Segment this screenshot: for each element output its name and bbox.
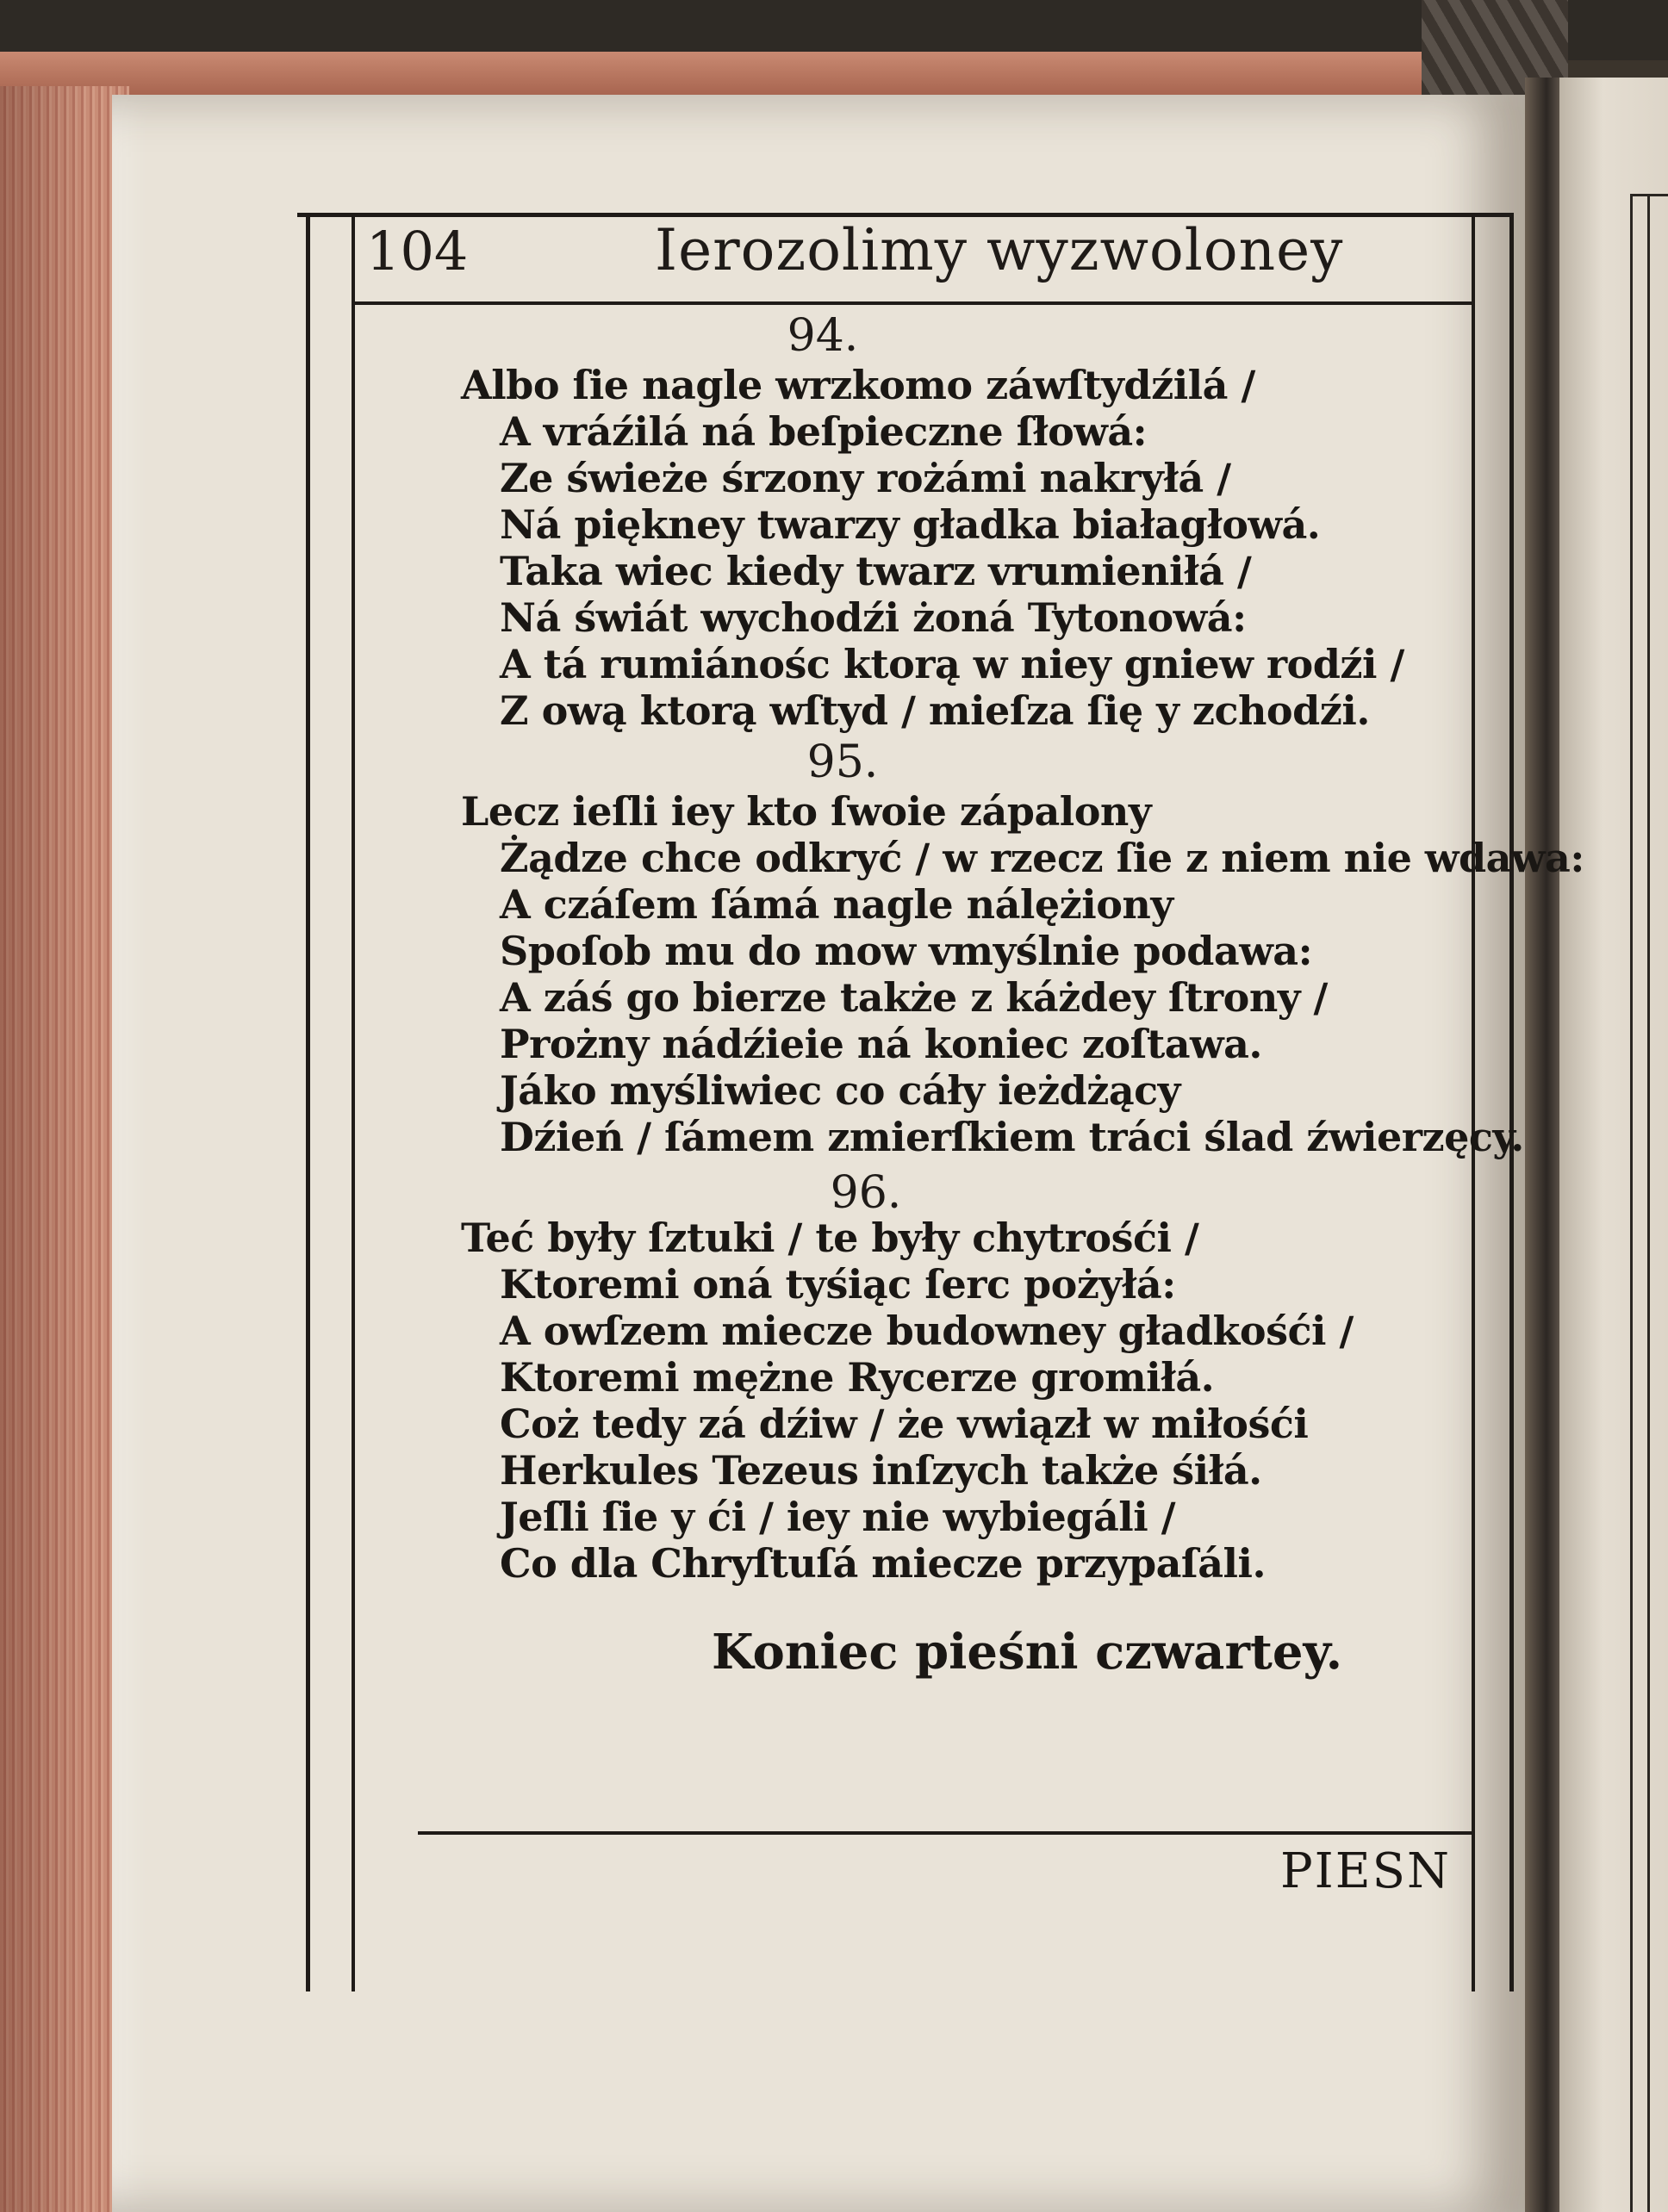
verse-line: A záś go bierze także z káżdey ſtrony /	[500, 974, 1328, 1021]
verse-line: A owſzem miecze budowney gładkośći /	[500, 1308, 1354, 1354]
verse-line: Ná piękney twarzy gładka białagłowá.	[500, 501, 1321, 548]
verse-line: Ktoremi oná tyśiąc ſerc pożyłá:	[500, 1261, 1176, 1308]
right-outer-rule	[1509, 213, 1514, 1991]
verse-line: Teć były ſztuki / te były chytrośći /	[461, 1215, 1199, 1261]
bottom-rule	[418, 1831, 1473, 1835]
verse-line: Herkules Tezeus inſzych także śiłá.	[500, 1447, 1262, 1494]
catchword: PIESN	[1280, 1843, 1452, 1899]
verse-line: Jeſli ſie y ći / iey nie wybiegáli /	[500, 1494, 1176, 1540]
stanza-number: 94.	[787, 310, 859, 362]
verse-line: Dźień / ſámem zmierſkiem tráci ślad źwierzęcy.	[500, 1114, 1524, 1160]
verse-line: Z ową ktorą wſtyd / mieſza ſię y zchodźi.	[500, 687, 1370, 734]
verse-line: Ze świeże śrzony rożámi nakryłá /	[500, 455, 1231, 501]
verse-line: A tá rumiánośc ktorą w niey gniew rodźi /	[500, 641, 1404, 687]
verse-line: Ná świát wychodźi żoná Tytonowá:	[500, 594, 1247, 641]
facing-page	[1559, 78, 1668, 2212]
stanza-number: 96.	[830, 1167, 902, 1219]
left-outer-rule	[306, 213, 310, 1991]
page-block-shadow	[0, 86, 129, 2212]
book-cover-edge	[0, 52, 1482, 95]
verse-line: A vráźilá ná beſpieczne ſłowá:	[500, 408, 1148, 455]
verse-line: Jáko myśliwiec co cáły ieżdżący	[500, 1067, 1180, 1114]
head-rule	[353, 301, 1473, 305]
verse-line: Co dla Chryſtuſá miecze przypaſáli.	[500, 1540, 1266, 1587]
verse-line: Lecz ieſli iey kto ſwoie zápalony	[461, 788, 1152, 835]
stanza-number: 95.	[806, 736, 879, 788]
verse-line: Żądze chce odkryć / w rzecz ſie z niem nie wdawa:	[500, 835, 1584, 881]
left-inner-rule	[352, 213, 355, 1991]
running-head: Ierozolimy wyzwoloney	[655, 217, 1344, 283]
verse-line: Taka wiec kiedy twarz vrumieniłá /	[500, 548, 1252, 594]
verse-line: Spoſob mu do mow vmyślnie podawa:	[500, 928, 1313, 974]
page-number: 104	[366, 220, 469, 283]
facing-page-rule	[1630, 194, 1633, 2212]
right-inner-rule	[1472, 213, 1475, 1991]
verse-line: A czáſem ſámá nagle nálężiony	[500, 881, 1173, 928]
facing-page-rule	[1647, 194, 1650, 2212]
verse-line: Albo ſie nagle wrzkomo záwſtydźilá /	[461, 362, 1255, 408]
canto-explicit: Koniec pieśni czwartey.	[712, 1624, 1343, 1681]
verse-line: Ktoremi mężne Rycerze gromiłá.	[500, 1354, 1215, 1401]
verse-line: Coż tedy zá dźiw / że vwiązł w miłośći	[500, 1401, 1309, 1447]
verse-line: Prożny nádźieie ná koniec zoſtawa.	[500, 1021, 1262, 1067]
